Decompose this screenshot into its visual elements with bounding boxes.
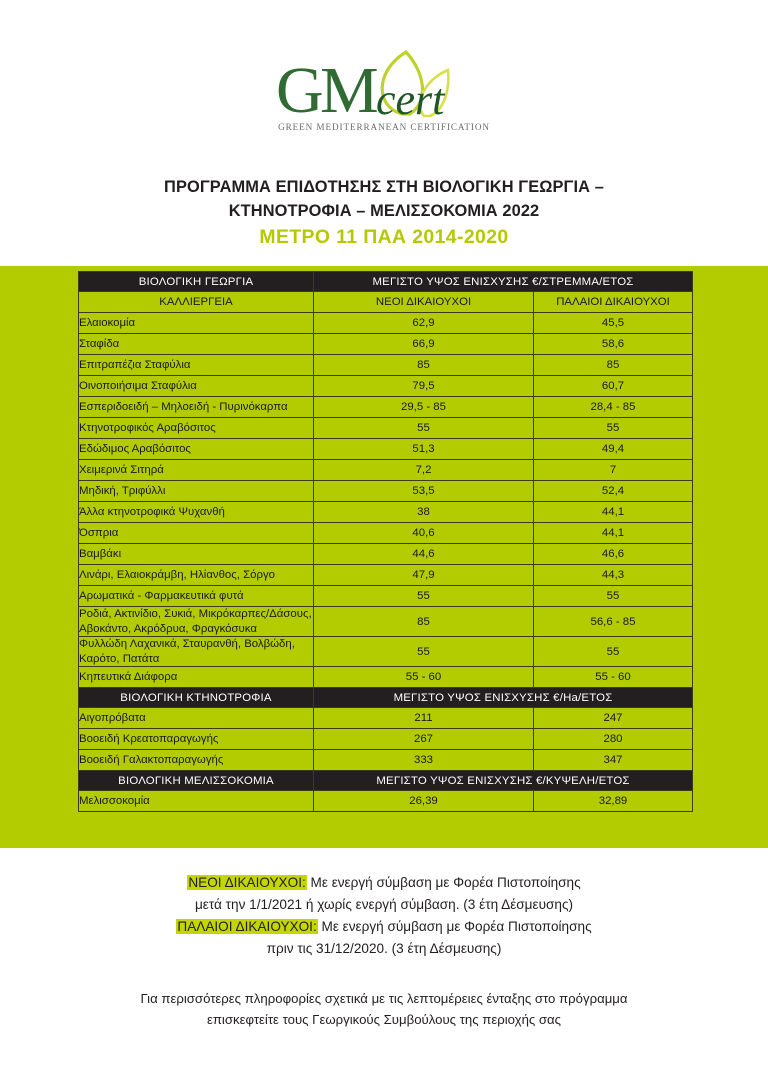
row-name: Αιγοπρόβατα <box>79 708 314 729</box>
row-new-value: 85 <box>314 607 534 637</box>
row-new-value: 79,5 <box>314 376 534 397</box>
row-new-value: 51,3 <box>314 439 534 460</box>
table-row <box>79 750 693 771</box>
column-subheader-row <box>79 292 693 313</box>
row-new-value: 53,5 <box>314 481 534 502</box>
table-row <box>79 313 693 334</box>
row-name: Βοοειδή Κρεατοπαραγωγής <box>79 729 314 750</box>
row-old-value: 55 <box>534 586 693 607</box>
row-old-value: 49,4 <box>534 439 693 460</box>
footer-old-beneficiaries-line <box>0 916 768 938</box>
logo-area <box>0 0 768 140</box>
row-name: Σταφίδα <box>79 334 314 355</box>
row-new-value: 267 <box>314 729 534 750</box>
old-beneficiaries-label: ΠΑΛΑΙΟΙ ΔΙΚΑΙΟΥΧΟΙ: <box>177 919 317 935</box>
row-new-value: 44,6 <box>314 544 534 565</box>
row-old-value: 85 <box>534 355 693 376</box>
table-row <box>79 460 693 481</box>
page-title <box>70 176 698 224</box>
row-name: Φυλλώδη Λαχανικά, Σταυρανθή, Βολβώδη, Καρότο, Πατάτα <box>79 637 314 667</box>
section-value-header: ΜΕΓΙΣΤΟ ΥΨΟΣ ΕΝΙΣΧΥΣΗΣ €/ΚΥΨΕΛΗ/ΕΤΟΣ <box>314 771 693 791</box>
subsidy-table-body <box>79 272 693 812</box>
table-row <box>79 355 693 376</box>
table-row <box>79 334 693 355</box>
row-new-value: 55 - 60 <box>314 667 534 688</box>
row-old-value: 32,89 <box>534 791 693 812</box>
row-new-value: 40,6 <box>314 523 534 544</box>
table-row <box>79 544 693 565</box>
footer-new-beneficiaries-line2: μετά την 1/1/2021 ή χωρίς ενεργή σύμβαση. (3 έτη Δέσμευσης) <box>194 897 574 913</box>
page-title-block <box>0 176 768 249</box>
table-row <box>79 565 693 586</box>
gmcert-logo <box>264 44 504 140</box>
table-row <box>79 607 693 637</box>
page-title-line2: ΚΤΗΝΟΤΡΟΦΙΑ – ΜΕΛΙΣΣΟΚΟΜΙΑ 2022 <box>228 201 540 220</box>
row-new-value: 26,39 <box>314 791 534 812</box>
old-beneficiaries-text: Με ενεργή σύμβαση με Φορέα Πιστοποίησης <box>317 919 592 935</box>
row-new-value: 47,9 <box>314 565 534 586</box>
section-header-row <box>79 272 693 292</box>
row-old-value: 55 <box>534 418 693 439</box>
section-value-header: ΜΕΓΙΣΤΟ ΥΨΟΣ ΕΝΙΣΧΥΣΗΣ €/ΣΤΡΕΜΜΑ/ΕΤΟΣ <box>314 272 693 292</box>
row-new-value: 62,9 <box>314 313 534 334</box>
table-row <box>79 708 693 729</box>
row-name: Άλλα κτηνοτροφικά Ψυχανθή <box>79 502 314 523</box>
table-row <box>79 418 693 439</box>
row-new-value: 333 <box>314 750 534 771</box>
row-old-value: 60,7 <box>534 376 693 397</box>
row-old-value: 280 <box>534 729 693 750</box>
row-name: Μελισσοκομία <box>79 791 314 812</box>
row-name: Εδώδιμος Αραβόσιτος <box>79 439 314 460</box>
row-new-value: 38 <box>314 502 534 523</box>
row-name: Εσπεριδοειδή – Μηλοειδή - Πυρινόκαρπα <box>79 397 314 418</box>
row-name: Ροδιά, Ακτινίδιο, Συκιά, Μικρόκαρπες/Δάσους, Αβοκάντο, Ακρόδρυα, Φραγκόσυκα <box>79 607 314 637</box>
footer-note <box>0 988 768 1031</box>
page-title-line1: ΠΡΟΓΡΑΜΜΑ ΕΠΙΔΟΤΗΣΗΣ ΣΤΗ ΒΙΟΛΟΓΙΚΗ ΓΕΩΡΓΙΑ – <box>164 178 604 196</box>
row-name: Κηπευτικά Διάφορα <box>79 667 314 688</box>
table-row <box>79 397 693 418</box>
row-name: Βαμβάκι <box>79 544 314 565</box>
row-old-value: 7 <box>534 460 693 481</box>
section-value-header: ΜΕΓΙΣΤΟ ΥΨΟΣ ΕΝΙΣΧΥΣΗΣ €/Ηa/ΕΤΟΣ <box>314 688 693 708</box>
table-row <box>79 376 693 397</box>
table-row <box>79 791 693 812</box>
table-row <box>79 523 693 544</box>
table-row <box>79 481 693 502</box>
row-old-value: 44,1 <box>534 502 693 523</box>
table-row <box>79 502 693 523</box>
row-name: Οινοποιήσιμα Σταφύλια <box>79 376 314 397</box>
table-row <box>79 439 693 460</box>
row-name: Μηδική, Τριφύλλι <box>79 481 314 502</box>
row-new-value: 66,9 <box>314 334 534 355</box>
row-old-value: 46,6 <box>534 544 693 565</box>
row-new-value: 7,2 <box>314 460 534 481</box>
row-name: Χειμερινά Σιτηρά <box>79 460 314 481</box>
row-new-value: 55 <box>314 418 534 439</box>
footer-note-line1: Για περισσότερες πληροφορίες σχετικά με τις λεπτομέρειες ένταξης στο πρόγραμμα <box>140 991 628 1006</box>
subheader-crop: ΚΑΛΛΙΕΡΓΕΙΑ <box>79 292 314 313</box>
logo-letter-g: G <box>276 54 324 127</box>
row-old-value: 55 <box>534 637 693 667</box>
row-name: Ελαιοκομία <box>79 313 314 334</box>
row-new-value: 55 <box>314 637 534 667</box>
section-label: ΒΙΟΛΟΓΙΚΗ ΜΕΛΙΣΣΟΚΟΜΙΑ <box>79 771 314 791</box>
logo-word-cert: cert <box>376 75 445 124</box>
row-old-value: 55 - 60 <box>534 667 693 688</box>
table-row <box>79 667 693 688</box>
row-new-value: 55 <box>314 586 534 607</box>
subheader-new: ΝΕΟΙ ΔΙΚΑΙΟΥΧΟΙ <box>314 292 534 313</box>
row-old-value: 45,5 <box>534 313 693 334</box>
row-name: Αρωματικά - Φαρμακευτικά φυτά <box>79 586 314 607</box>
table-row <box>79 586 693 607</box>
section-label: ΒΙΟΛΟΓΙΚΗ ΚΤΗΝΟΤΡΟΦΙΑ <box>79 688 314 708</box>
footer-legend <box>0 872 768 960</box>
page-subtitle: ΜΕΤΡΟ 11 ΠΑΑ 2014-2020 <box>259 225 509 248</box>
row-old-value: 56,6 - 85 <box>534 607 693 637</box>
row-old-value: 44,3 <box>534 565 693 586</box>
row-old-value: 52,4 <box>534 481 693 502</box>
table-row <box>79 729 693 750</box>
subsidy-table <box>78 271 693 812</box>
subheader-old: ΠΑΛΑΙΟΙ ΔΙΚΑΙΟΥΧΟΙ <box>534 292 693 313</box>
row-name: Λινάρι, Ελαιοκράμβη, Ηλίανθος, Σόργο <box>79 565 314 586</box>
row-name: Κτηνοτροφικός Αραβόσιτος <box>79 418 314 439</box>
section-header-row <box>79 771 693 791</box>
footer-note-line2: επισκεφτείτε τους Γεωργικούς Συμβούλους της περιοχής σας <box>206 1012 562 1028</box>
footer-old-beneficiaries-line2: πριν τις 31/12/2020. (3 έτη Δέσμευσης) <box>266 941 502 957</box>
row-name: Όσπρια <box>79 523 314 544</box>
row-new-value: 85 <box>314 355 534 376</box>
row-old-value: 347 <box>534 750 693 771</box>
table-row <box>79 637 693 667</box>
row-old-value: 28,4 - 85 <box>534 397 693 418</box>
logo-letter-m: M <box>320 54 379 127</box>
row-new-value: 211 <box>314 708 534 729</box>
row-name: Βοοειδή Γαλακτοπαραγωγής <box>79 750 314 771</box>
logo-tagline: GREEN MEDITERRANEAN CERTIFICATION <box>278 122 490 132</box>
row-new-value: 29,5 - 85 <box>314 397 534 418</box>
row-old-value: 58,6 <box>534 334 693 355</box>
subsidy-table-wrapper <box>78 271 692 812</box>
footer-new-beneficiaries-line <box>0 872 768 894</box>
row-old-value: 247 <box>534 708 693 729</box>
row-name: Επιτραπέζια Σταφύλια <box>79 355 314 376</box>
new-beneficiaries-text: Με ενεργή σύμβαση με Φορέα Πιστοποίησης <box>306 875 581 890</box>
section-label: ΒΙΟΛΟΓΙΚΗ ΓΕΩΡΓΙΑ <box>79 272 314 292</box>
new-beneficiaries-label: ΝΕΟΙ ΔΙΚΑΙΟΥΧΟΙ: <box>188 875 306 890</box>
section-header-row <box>79 688 693 708</box>
row-old-value: 44,1 <box>534 523 693 544</box>
